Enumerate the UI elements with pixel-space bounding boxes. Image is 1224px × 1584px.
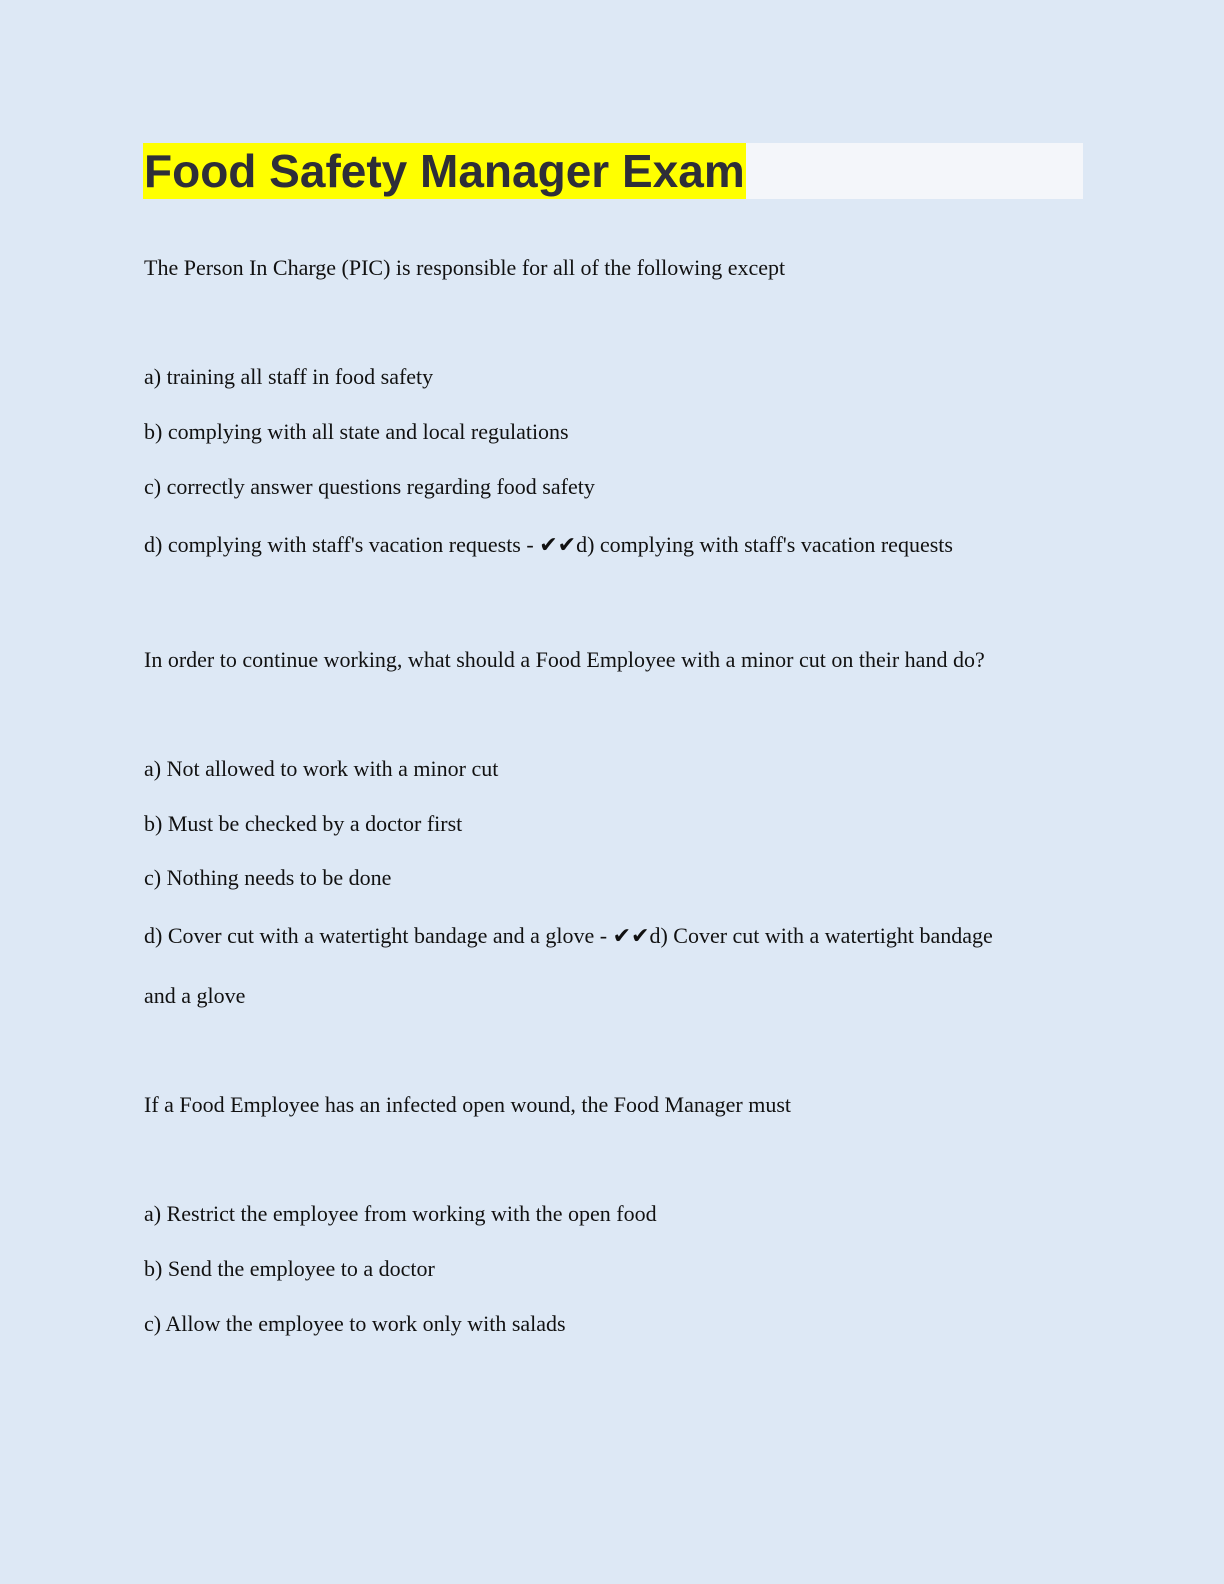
question-1-prompt: The Person In Charge (PIC) is responsible for all of the following except xyxy=(144,255,786,280)
question-1-option-a: a) training all staff in food safety xyxy=(144,364,434,389)
question-1-option-b: b) complying with all state and local regulations xyxy=(144,419,569,444)
double-check-icon: ✔✔ xyxy=(612,924,650,949)
answer-option-text: d) Cover cut with a watertight bandage and a glove - xyxy=(144,923,613,948)
answer-text: d) complying with staff's vacation requests xyxy=(576,532,953,557)
double-check-icon: ✔✔ xyxy=(539,533,577,558)
question-2-option-a: a) Not allowed to work with a minor cut xyxy=(144,756,499,781)
question-2-option-b: b) Must be checked by a doctor first xyxy=(144,811,463,836)
question-2-option-d xyxy=(144,922,993,951)
page-title: Food Safety Manager Exam xyxy=(144,145,745,197)
question-3-option-a: a) Restrict the employee from working with the open food xyxy=(144,1201,657,1226)
answer-text: d) Cover cut with a watertight bandage xyxy=(649,923,993,948)
question-1-option-c: c) correctly answer questions regarding food safety xyxy=(144,474,595,499)
question-2-prompt: In order to continue working, what should a Food Employee with a minor cut on their hand do? xyxy=(144,647,985,672)
question-2-answer-continuation: and a glove xyxy=(144,983,246,1008)
question-3-option-c: c) Allow the employee to work only with salads xyxy=(144,1311,566,1336)
question-1-option-d xyxy=(144,531,953,560)
question-3-prompt: If a Food Employee has an infected open wound, the Food Manager must xyxy=(144,1092,792,1117)
question-3-option-b: b) Send the employee to a doctor xyxy=(144,1256,435,1281)
answer-option-text: d) complying with staff's vacation requests - xyxy=(144,532,540,557)
question-2-option-c: c) Nothing needs to be done xyxy=(144,865,392,890)
